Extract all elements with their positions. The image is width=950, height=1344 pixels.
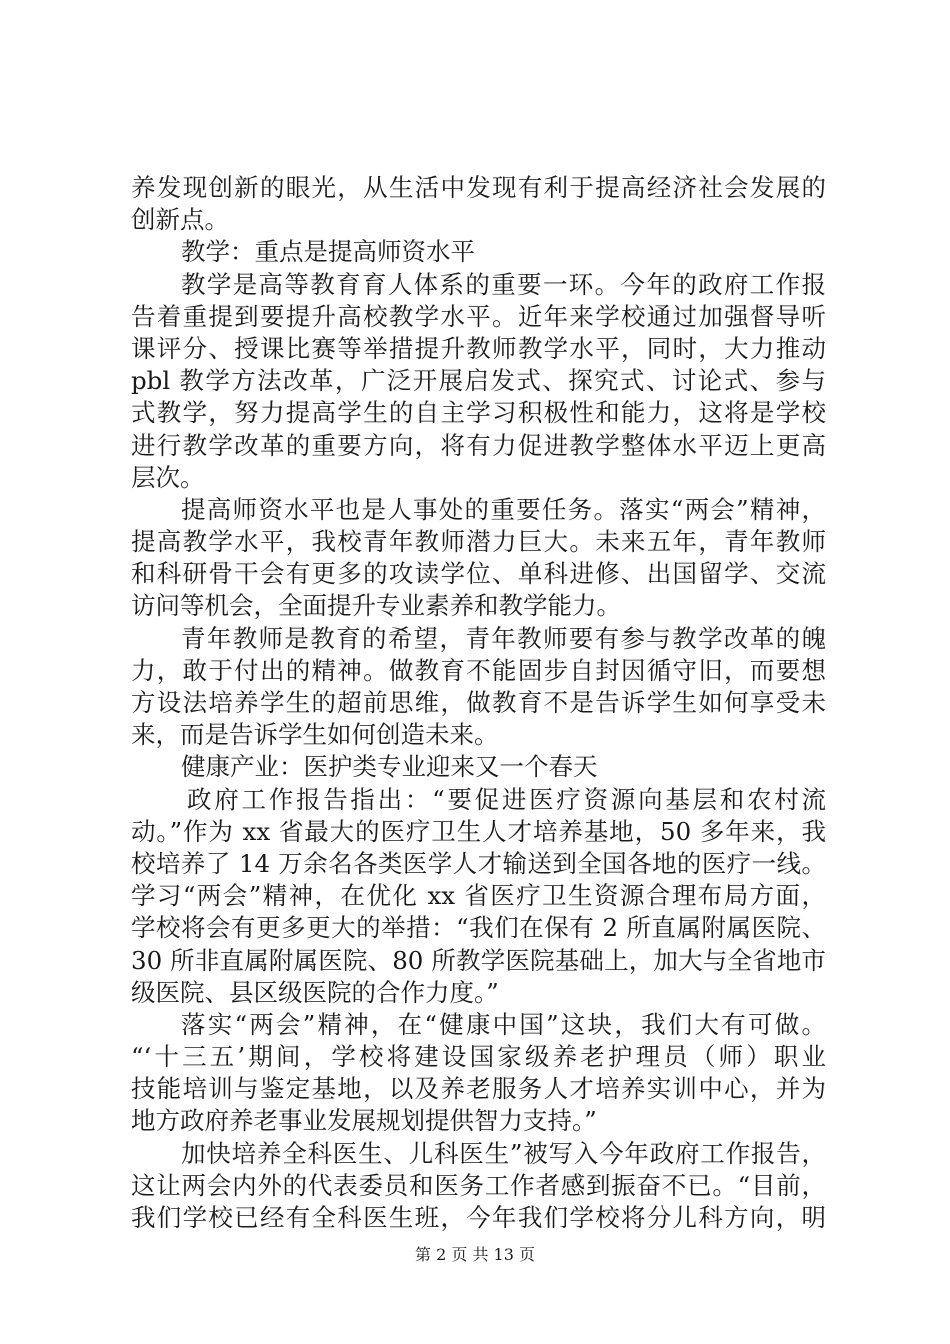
text-line: 和科研骨干会有更多的攻读学位、单科进修、出国留学、交流	[131, 559, 826, 589]
text-line: 校培养了 14 万余名各类医学人才输送到全国各地的医疗一线。	[131, 848, 826, 878]
text-line: 落实“两会”精神，在“健康中国”这块，我们大有可做。	[181, 1009, 826, 1039]
text-line: 学习“两会”精神，在优化 xx 省医疗卫生资源合理布局方面，	[131, 881, 826, 911]
text-line: 访问等机会，全面提升专业素养和教学能力。	[131, 591, 621, 621]
text-line: 式教学，努力提高学生的自主学习积极性和能力，这将是学校	[131, 398, 826, 428]
text-line: 创新点。	[131, 205, 229, 235]
text-line: 技能培训与鉴定基地，以及养老服务人才培养实训中心，并为	[131, 1074, 826, 1104]
page-footer: 第 2 页 共 13 页	[415, 1245, 535, 1264]
text-line: 来，而是告诉学生如何创造未来。	[131, 720, 499, 750]
text-line: 动。”作为 xx 省最大的医疗卫生人才培养基地，50 多年来，我	[131, 816, 826, 846]
text-line: 这让两会内外的代表委员和医务工作者感到振奋不已。“目前，	[131, 1170, 826, 1200]
text-line: 进行教学改革的重要方向，将有力促进教学整体水平迈上更高	[131, 430, 826, 460]
text-line: pbl 教学方法改革，广泛开展启发式、探究式、讨论式、参与	[131, 366, 826, 396]
text-line: 方设法培养学生的超前思维，做教育不是告诉学生如何享受未	[131, 688, 826, 717]
text-line: 健康产业：医护类专业迎来又一个春天	[181, 752, 598, 782]
text-line: 力，敢于付出的精神。做教育不能固步自封因循守旧，而要想	[131, 655, 826, 685]
text-line: 提高师资水平也是人事处的重要任务。落实“两会”精神，	[181, 494, 826, 524]
text-line: 青年教师是教育的希望，青年教师要有参与教学改革的魄	[181, 623, 826, 653]
text-line: 告着重提到要提升高校教学水平。近年来学校通过加强督导听	[131, 301, 826, 331]
text-line: 加快培养全科医生、儿科医生”被写入今年政府工作报告，	[181, 1138, 826, 1168]
text-line: 提高教学水平，我校青年教师潜力巨大。未来五年，青年教师	[131, 527, 826, 557]
text-line: 教学是高等教育育人体系的重要一环。今年的政府工作报	[181, 269, 826, 299]
text-line: 养发现创新的眼光，从生活中发现有利于提高经济社会发展的	[131, 173, 826, 202]
text-line: 课评分、授课比赛等举措提升教师教学水平，同时，大力推动	[131, 333, 826, 363]
text-line: 级医院、县区级医院的合作力度。”	[131, 977, 499, 1007]
text-line: 政府工作报告指出：“要促进医疗资源向基层和农村流	[187, 784, 826, 814]
text-line: 学校将会有更多更大的举措：“我们在保有 2 所直属附属医院、	[131, 913, 826, 943]
document-body	[131, 172, 826, 1234]
text-line: 30 所非直属附属医院、80 所教学医院基础上，加大与全省地市	[131, 945, 826, 975]
text-line: 教学：重点是提高师资水平	[181, 237, 475, 267]
text-line: 层次。	[131, 462, 205, 492]
text-line: “‘十三五’期间，学校将建设国家级养老护理员（师）职业	[131, 1042, 826, 1072]
text-line: 地方政府养老事业发展规划提供智力支持。”	[131, 1106, 597, 1136]
text-line: 我们学校已经有全科医生班，今年我们学校将分儿科方向，明	[131, 1203, 826, 1232]
